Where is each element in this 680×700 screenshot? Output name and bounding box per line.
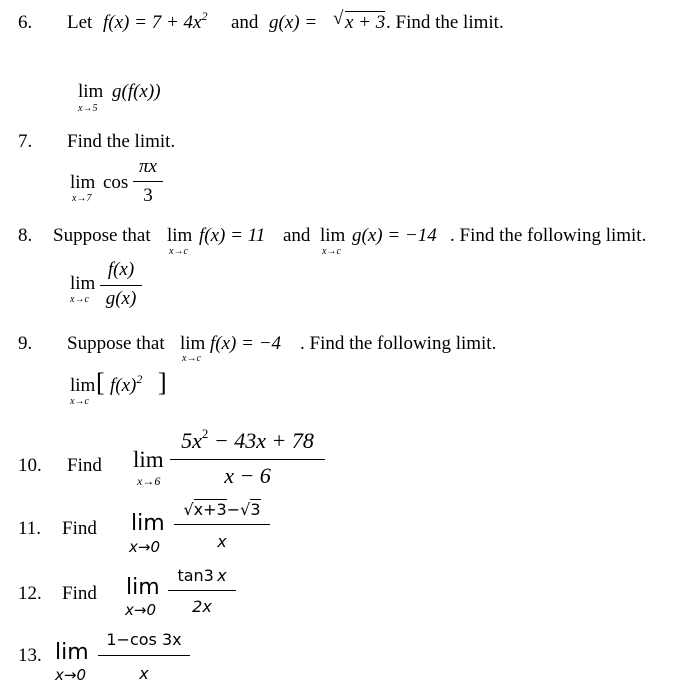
numerator: πx [139, 156, 157, 177]
lim-label: lim [55, 640, 89, 665]
problem-number: 8. [18, 225, 33, 246]
g-definition: g(x) = [269, 12, 318, 33]
numerator: √x+3−√3 [183, 500, 261, 519]
sqrt-icon: √ [240, 500, 251, 519]
problem-number: 7. [18, 131, 33, 152]
right-bracket: ] [158, 368, 167, 397]
fraction [98, 630, 190, 686]
fraction [168, 566, 236, 620]
denominator: x [217, 532, 227, 551]
problem-text: Find [62, 583, 97, 604]
problem-tail: . Find the following limit. [450, 225, 647, 246]
problem-number: 9. [18, 333, 33, 354]
lim-label: lim [320, 225, 346, 246]
fraction [100, 259, 142, 313]
problem-intro: Let [67, 12, 93, 33]
fraction-bar [168, 590, 236, 591]
lim-label: lim [70, 172, 96, 193]
lim-label: lim [133, 447, 164, 472]
problem-number: 12. [18, 583, 42, 604]
lim-label: lim [180, 333, 206, 354]
f-limit-value: f(x) = −4 [210, 333, 282, 354]
problem-number: 11. [18, 518, 42, 539]
fraction [170, 428, 325, 490]
lim-label: lim [126, 575, 160, 600]
problem-text: Suppose that [53, 225, 151, 246]
problem-text: Find [62, 518, 97, 539]
squared-expression: $f(x)^2$ [110, 372, 143, 396]
lim-label: lim [167, 225, 193, 246]
and-word: and [231, 12, 259, 33]
lim-subscript: x→0 [129, 538, 160, 556]
denominator: 3 [143, 185, 153, 206]
fraction-bar [100, 285, 142, 286]
fraction [174, 498, 270, 556]
numerator: f(x) [107, 259, 135, 280]
numerator: 1−cos 3x [106, 630, 182, 649]
lim-label: lim [78, 81, 104, 102]
cos-function: cos [103, 172, 129, 193]
problem-text: Find [67, 455, 102, 476]
sqrt-icon: √ [183, 500, 194, 519]
denominator: g(x) [105, 288, 137, 309]
g-radicand: x + 3 [345, 12, 386, 33]
lim-subscript: x→5 [78, 103, 98, 114]
lim-subscript: x→7 [72, 193, 92, 204]
lim-subscript: x→c [322, 246, 341, 257]
lim-subscript: x→c [169, 246, 188, 257]
fraction [133, 156, 163, 208]
f-definition: $f(x) = 7 + 4x^2$ [103, 9, 208, 33]
sqrt-icon: √ [333, 8, 344, 29]
composite-expression: g(f(x)) [112, 81, 161, 102]
problem-text: Suppose that [67, 333, 165, 354]
left-bracket: [ [96, 368, 105, 397]
fraction-bar [133, 181, 163, 182]
f-limit-value: f(x) = 11 [199, 225, 266, 246]
numerator: tan3 x [177, 566, 227, 585]
lim-label: lim [131, 511, 165, 536]
lim-subscript: x→c [182, 353, 201, 364]
problem-number: 6. [18, 12, 33, 33]
problem-text: Find the limit. [67, 131, 176, 152]
denominator: x − 6 [224, 463, 271, 488]
lim-subscript: x→0 [55, 666, 86, 684]
problem-tail: . Find the limit. [386, 12, 504, 33]
lim-subscript: x→c [70, 396, 89, 407]
fraction-bar [170, 459, 325, 460]
lim-subscript: x→0 [125, 601, 156, 619]
fraction-bar [98, 655, 190, 656]
lim-label: lim [70, 375, 96, 396]
lim-subscript: x→c [70, 294, 89, 305]
lim-label: lim [70, 273, 96, 294]
problem-tail: . Find the following limit. [300, 333, 497, 354]
problem-number: 13. [18, 645, 42, 666]
numerator: $5x^2 - 43x + 78$ [181, 426, 314, 453]
lim-subscript: x→6 [137, 474, 161, 488]
denominator: x [139, 664, 149, 683]
and-word: and [283, 225, 311, 246]
g-limit-value: g(x) = −14 [352, 225, 437, 246]
denominator: 2x [192, 597, 212, 616]
problem-number: 10. [18, 455, 42, 476]
fraction-bar [174, 524, 270, 525]
